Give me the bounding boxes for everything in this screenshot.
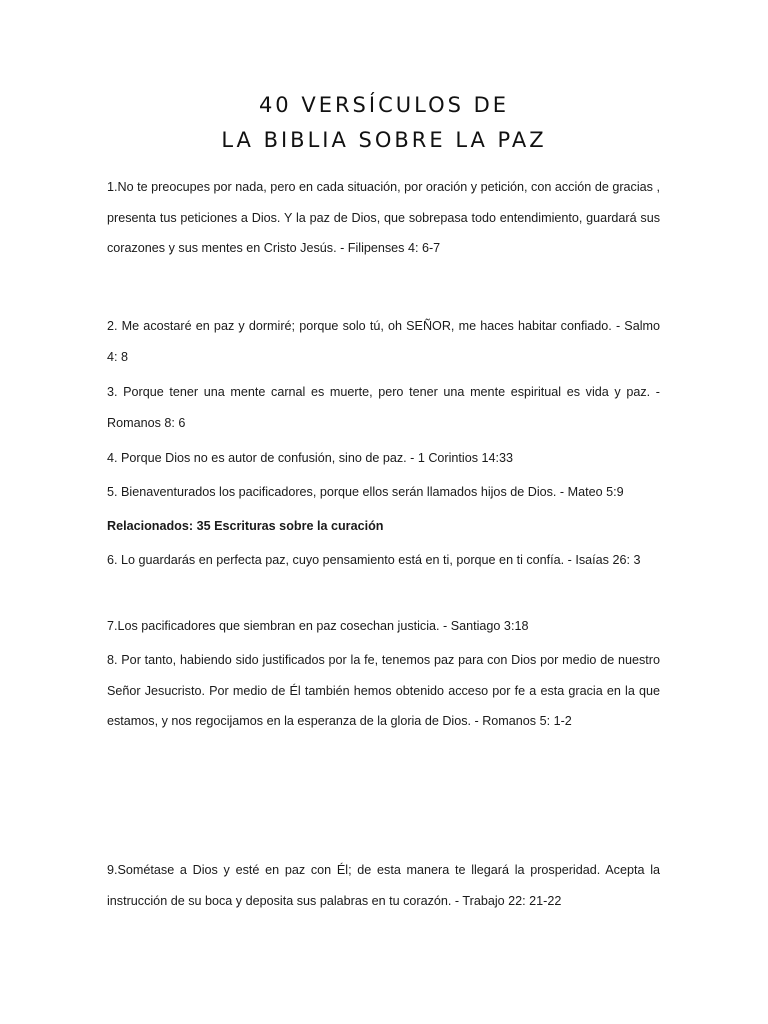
title-line-1: 40 VERSÍCULOS DE [258,93,510,117]
verse-6: 6. Lo guardarás en perfecta paz, cuyo pensamiento está en ti, porque en ti confía. - Isaías 26: 3 [107,553,641,567]
title-line-2: LA BIBLIA SOBRE LA PAZ [221,128,547,152]
verse-7: 7.Los pacificadores que siembran en paz cosechan justicia. - Santiago 3:18 [107,619,529,633]
verse-8: 8. Por tanto, habiendo sido justificados por la fe, tenemos paz para con Dios por medio de nuestro Señor Jesucristo. Por medio de Él también hemos obtenido acceso por fe a esta gracia en la que estamos, y nos regocijamos en la esperanza de la gloria de Dios. - Romanos 5: 1-2 [107,653,660,728]
verse-3: 3. Porque tener una mente carnal es muerte, pero tener una mente espiritual es vida y paz. - Romanos 8: 6 [107,385,660,430]
verse-2: 2. Me acostaré en paz y dormiré; porque solo tú, oh SEÑOR, me haces habitar confiado. - Salmo 4: 8 [107,319,660,364]
verse-9: 9.Sométase a Dios y esté en paz con Él; de esta manera te llegará la prosperidad. Acepta la instrucción de su boca y deposita sus palabras en tu corazón. - Trabajo 22: 21-22 [107,863,660,908]
verse-5: 5. Bienaventurados los pacificadores, porque ellos serán llamados hijos de Dios. - Mateo 5:9 [107,485,624,499]
verse-1: 1.No te preocupes por nada, pero en cada situación, por oración y petición, con acción de gracias , presenta tus peticiones a Dios. Y la paz de Dios, que sobrepasa todo entendimiento, guardará sus corazones y sus mentes en Cristo Jesús. - Filipenses 4: 6-7 [107,180,660,255]
related-link: Relacionados: 35 Escrituras sobre la curación [107,519,384,533]
verse-4: 4. Porque Dios no es autor de confusión, sino de paz. - 1 Corintios 14:33 [107,451,514,465]
